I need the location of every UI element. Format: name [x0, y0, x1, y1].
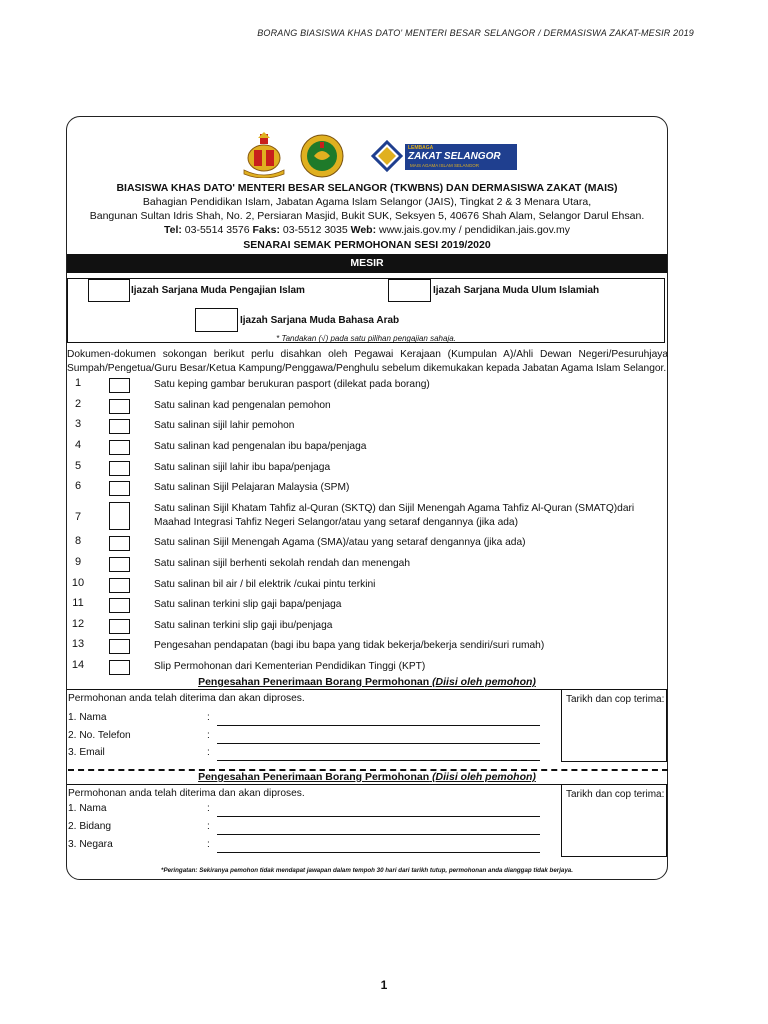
form-title: BIASISWA KHAS DATO' MENTERI BESAR SELANGOR (TKWBNS) DAN DERMASISWA ZAKAT (MAIS): [116, 182, 618, 194]
receipt-title-text-1: Pengesahan Penerimaan Borang Permohonan: [198, 676, 430, 688]
document-number: 2: [74, 398, 82, 410]
document-number: 4: [74, 439, 82, 451]
receipt-field-input-line[interactable]: [217, 816, 540, 817]
web-label: Web:: [350, 224, 377, 236]
receipt-field-label: 1. Nama: [68, 712, 107, 723]
program-note: * Tandakan (√) pada satu pilihan pengajian sahaja.: [276, 334, 456, 343]
document-number: 10: [71, 577, 85, 589]
document-checkbox[interactable]: [109, 578, 130, 593]
address-line-2: Bangunan Sultan Idris Shah, No. 2, Persiaran Masjid, Bukit SUK, Seksyen 5, 40676 Shah Alam, Selangor Darul Ehsan.: [89, 210, 645, 222]
document-number: 12: [71, 618, 85, 630]
documents-intro-line-2: Sumpah/Pengetua/Guru Besar/Ketua Kampung/Penggawa/Penghulu sebelum dikemukakan kepada Jabatan Agama Islam Selangor.: [67, 363, 667, 374]
page-number: 1: [380, 978, 388, 992]
document-label: Satu salinan terkini slip gaji bapa/penjaga: [154, 599, 342, 610]
document-number: 1: [74, 377, 82, 389]
document-checkbox[interactable]: [109, 660, 130, 675]
receipt-field-colon: :: [207, 747, 210, 758]
document-label: Satu keping gambar berukuran pasport (dilekat pada borang): [154, 379, 430, 390]
receipt-field-colon: :: [207, 712, 210, 723]
receipt-field-label: 2. Bidang: [68, 821, 112, 832]
document-checkbox[interactable]: [109, 440, 130, 455]
document-number: 13: [71, 638, 85, 650]
document-label: Satu salinan terkini slip gaji ibu/penjaga: [154, 620, 333, 631]
document-label: Satu salinan bil air / bil elektrik /cukai pintu terkini: [154, 579, 376, 590]
address-line-1: Bahagian Pendidikan Islam, Jabatan Agama Islam Selangor (JAIS), Tingkat 2 & 3 Menara Utara,: [142, 196, 592, 208]
receipt-field-colon: :: [207, 730, 210, 741]
document-checkbox[interactable]: [109, 639, 130, 654]
warning-note: *Peringatan: Sekiranya pemohon tidak mendapat jawapan dalam tempoh 30 hari dari tarikh tutup, permohonan anda dianggap tidak berjaya.: [161, 867, 573, 874]
selangor-state-crest-icon: [240, 132, 288, 178]
receipt-field-input-line[interactable]: [217, 743, 540, 744]
receipt-field-input-line[interactable]: [217, 760, 540, 761]
document-number: 11: [72, 597, 84, 609]
zakat-logo-name: ZAKAT SELANGOR: [408, 151, 501, 162]
tel-label: Tel:: [163, 224, 182, 236]
receipt-field-input-line[interactable]: [217, 725, 540, 726]
checklist-title: SENARAI SEMAK PERMOHONAN SESI 2019/2020: [243, 239, 491, 251]
jais-emblem-icon: [299, 132, 345, 178]
web-value: www.jais.gov.my / pendidikan.jais.gov.my: [376, 224, 571, 236]
receipt-stamp-label-1: Tarikh dan cop terima:: [566, 694, 665, 705]
document-number: 5: [74, 460, 82, 472]
document-number: 8: [74, 535, 82, 547]
receipt-field-label: 1. Nama: [68, 803, 107, 814]
document-checkbox[interactable]: [109, 619, 130, 634]
document-checkbox[interactable]: [109, 598, 130, 613]
document-number: 6: [74, 480, 82, 492]
document-label: Satu salinan sijil berhenti sekolah rendah dan menengah: [154, 558, 410, 569]
document-checkbox[interactable]: [109, 378, 130, 393]
program-label-1: Ijazah Sarjana Muda Pengajian Islam: [131, 285, 305, 296]
document-label: Satu salinan Sijil Khatam Tahfiz al-Quran (SKTQ) dan Sijil Menengah Agama Tahfiz Al-Quran (SMATQ)dari: [154, 503, 635, 514]
document-number: 7: [74, 511, 82, 523]
running-header: BORANG BIASISWA KHAS DATO' MENTERI BESAR SELANGOR / DERMASISWA ZAKAT-MESIR 2019: [257, 28, 694, 38]
faks-label: Faks:: [252, 224, 280, 236]
document-checkbox[interactable]: [109, 399, 130, 414]
program-checkbox-2[interactable]: [388, 279, 431, 302]
document-checkbox[interactable]: [109, 461, 130, 476]
document-label: Slip Permohonan dari Kementerian Pendidikan Tinggi (KPT): [154, 661, 426, 672]
receipt-title-1: [66, 676, 668, 688]
receipt-title-note-1: (Diisi oleh pemohon): [432, 676, 536, 688]
receipt-field-label: 2. No. Telefon: [68, 730, 131, 741]
zakat-logo-sub: MAIS AGAMA ISLAM SELANGOR: [410, 163, 480, 168]
receipt-title-text-2: Pengesahan Penerimaan Borang Permohonan: [198, 771, 430, 783]
document-label: Satu salinan Sijil Pelajaran Malaysia (SPM): [154, 482, 350, 493]
receipt-field-input-line[interactable]: [217, 852, 540, 853]
receipt-intro-2: Permohonan anda telah diterima dan akan diproses.: [68, 788, 305, 799]
receipt-field-input-line[interactable]: [217, 834, 540, 835]
document-label: Satu salinan kad pengenalan pemohon: [154, 400, 331, 411]
document-label: Pengesahan pendapatan (bagi ibu bapa yang tidak bekerja/bekerja sendiri/suri rumah): [154, 640, 545, 651]
documents-intro-line-1: Dokumen-dokumen sokongan berikut perlu disahkan oleh Pegawai Kerajaan (Kumpulan A)/Ahli Dewan Negeri/Pesuruhjaya: [67, 349, 668, 360]
receipt-field-label: 3. Negara: [68, 839, 113, 850]
receipt-field-colon: :: [207, 839, 210, 850]
receipt-intro-1: Permohonan anda telah diterima dan akan diproses.: [68, 693, 305, 704]
document-checkbox[interactable]: [109, 502, 130, 530]
receipt-title-note-2: (Diisi oleh pemohon): [432, 771, 536, 783]
tel-value: 03-5514 3576: [181, 224, 253, 236]
receipt-field-colon: :: [207, 803, 210, 814]
program-checkbox-1[interactable]: [88, 279, 130, 302]
document-checkbox[interactable]: [109, 481, 130, 496]
program-label-3: Ijazah Sarjana Muda Bahasa Arab: [240, 315, 400, 326]
document-number: 3: [74, 418, 82, 430]
document-label: Satu salinan sijil lahir pemohon: [154, 420, 295, 431]
document-number: 9: [74, 556, 82, 568]
document-checkbox[interactable]: [109, 536, 130, 551]
document-label-continued: Maahad Integrasi Tahfiz Negeri Selangor/atau yang setaraf dengannya (jika ada): [154, 517, 518, 528]
receipt-title-2: [66, 771, 668, 783]
document-label: Satu salinan kad pengenalan ibu bapa/penjaga: [154, 441, 367, 452]
program-label-2: Ijazah Sarjana Muda Ulum Islamiah: [433, 285, 600, 296]
zakat-logo-small-text: LEMBAGA: [408, 145, 434, 151]
document-checkbox[interactable]: [109, 419, 130, 434]
document-checkbox[interactable]: [109, 557, 130, 572]
faks-value: 03-5512 3035: [279, 224, 351, 236]
program-checkbox-3[interactable]: [195, 308, 238, 332]
receipt-field-label: 3. Email: [68, 747, 105, 758]
document-label: Satu salinan sijil lahir ibu bapa/penjaga: [154, 462, 331, 473]
section-bar-mesir: MESIR: [67, 254, 667, 273]
document-number: 14: [71, 659, 85, 671]
contact-line: [66, 224, 668, 236]
receipt-stamp-label-2: Tarikh dan cop terima:: [566, 789, 665, 800]
document-label: Satu salinan Sijil Menengah Agama (SMA)/atau yang setaraf dengannya (jika ada): [154, 537, 526, 548]
receipt-field-colon: :: [207, 821, 210, 832]
